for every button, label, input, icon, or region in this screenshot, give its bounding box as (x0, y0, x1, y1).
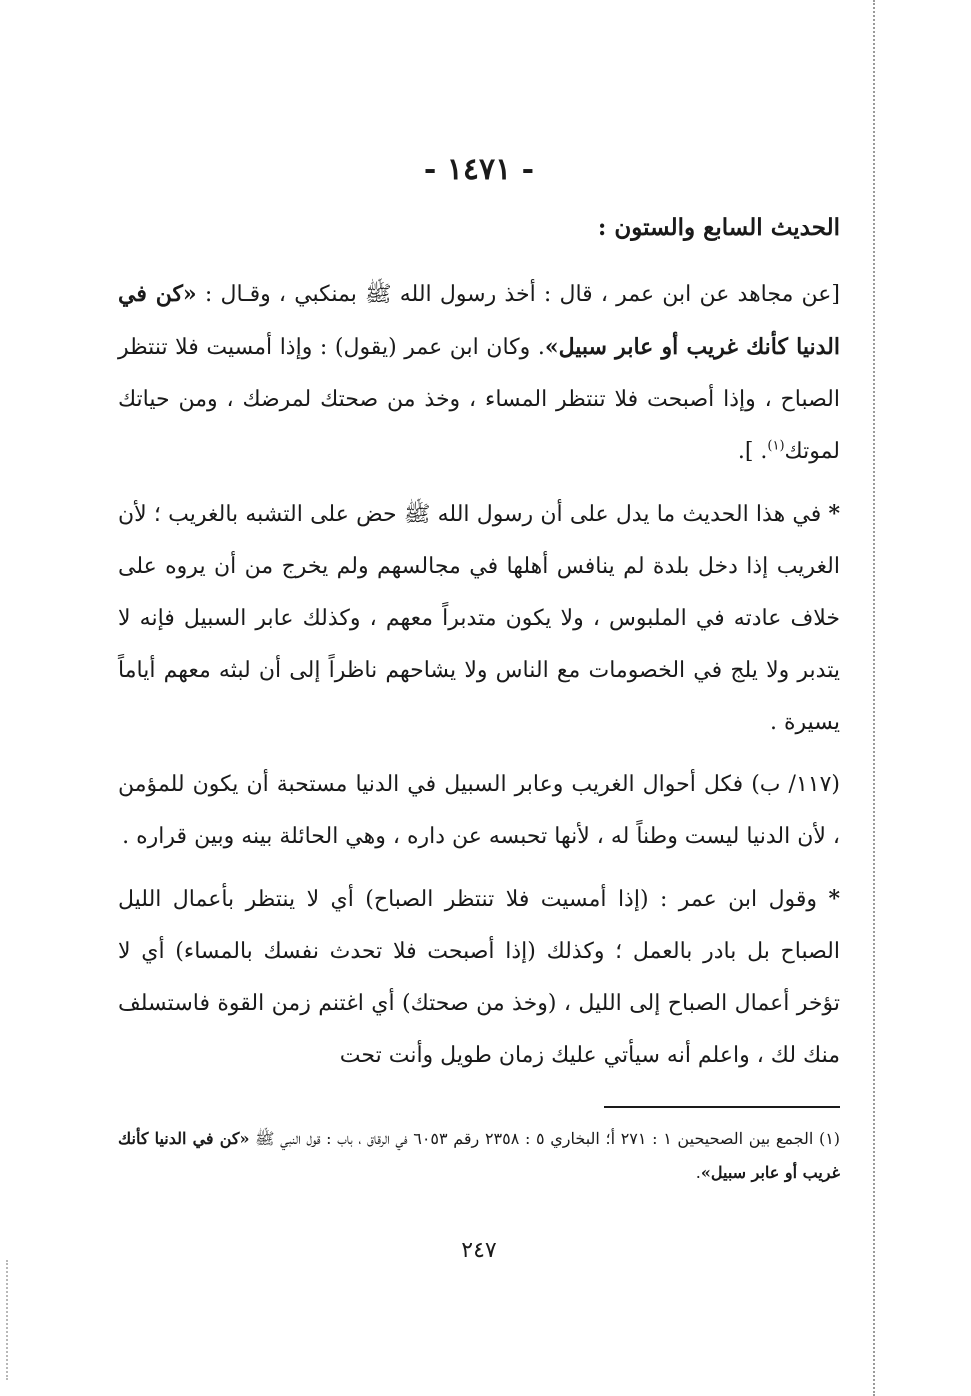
commentary-paragraph-3 (118, 873, 840, 1082)
hadith-paragraph (118, 268, 840, 478)
body-text (118, 268, 840, 1082)
commentary-paragraph-2 (118, 759, 840, 863)
hadith-opening: [عن مجاهد عن ابن عمر ، قال : أخذ رسول الله ﷺ بمنكبي ، وقـال : (204, 282, 841, 307)
commentary-text-3: وقول ابن عمر : (إذا أمسيت فلا تنتظر الصباح) أي لا ينتظر بأعمال الليل الصباح بل بادر بالعمل ؛ وكذلك (إذا أصبحت فلا تحدث نفسك بالمساء) أي لا تؤخر أعمال الصباح إلى الليل ، (وخذ من صحتك) أي اغتنم زمن القوة فاستسلف منك لك ، واعلم أنه سيأتي عليك زمان طويل وأنت تحت (118, 887, 840, 1068)
page-number: ٢٤٧ (461, 1238, 497, 1263)
footnote-1-quote: «كن في الدنيا كأنك غريب أو عابر سبيل» (118, 1129, 840, 1182)
section-title: الحديث السابع والستون : (597, 214, 840, 241)
hadith-continuation: . وكان ابن عمر (يقول) : وإذا أمسيت فلا تنتظر الصباح ، وإذا أصبحت فلا تنتظر المساء ، وخذ من صحتك لمرضك ، ومن حياتك لموتك (118, 335, 840, 464)
footnote-1-text: (١) الجمع بين الصحيحين ١ : ٢٧١ أ؛ البخاري ٥ : ٢٣٥٨ رقم ٦٠٥٣ في الرقاق ، باب : قول النبي ﷺ (255, 1129, 841, 1148)
commentary-text-2: (١١٧/ ب) فكل أحوال الغريب وعابر السبيل في الدنيا مستحبة أن يكون للمؤمن ، لأن الدنيا ليست وطناً له ، لأنها تحبسه عن داره ، وهي الحائلة بينه وبين قراره . (118, 772, 840, 849)
footnotes (118, 1122, 840, 1190)
footnote-reference[interactable]: (١) (767, 438, 785, 454)
commentary-paragraph-1 (118, 488, 840, 749)
hadith-quote: «كن في الدنيا كأنك غريب أو عابر سبيل» (118, 281, 840, 360)
hadith-closing: . ]. (737, 439, 768, 464)
star-bullet: * (828, 886, 840, 912)
manuscript-folio-number: - ١٤٧١ - (423, 152, 535, 187)
footnote-separator (604, 1106, 840, 1108)
left-dotted-margin-line (6, 1260, 8, 1380)
footnote-1-end: . (695, 1163, 701, 1182)
commentary-text-1: في هذا الحديث ما يدل على أن رسول الله ﷺ حض على التشبه بالغريب ؛ لأن الغريب إذا دخل بلدة لم ينافس أهلها في مجالسهم ولم يخرج من أن يروه على خلاف عادته في الملبوس ، ولا يكون متدبراً معهم ، وكذلك عابر السبيل فإنه لا يتدبر ولا يلج في الخصومات مع الناس ولا يشاحهم ناظراً إلى أن لبثه معهم أياماً يسيرة . (118, 502, 840, 735)
star-bullet: * (828, 501, 841, 527)
right-dotted-margin-line (873, 0, 875, 1396)
